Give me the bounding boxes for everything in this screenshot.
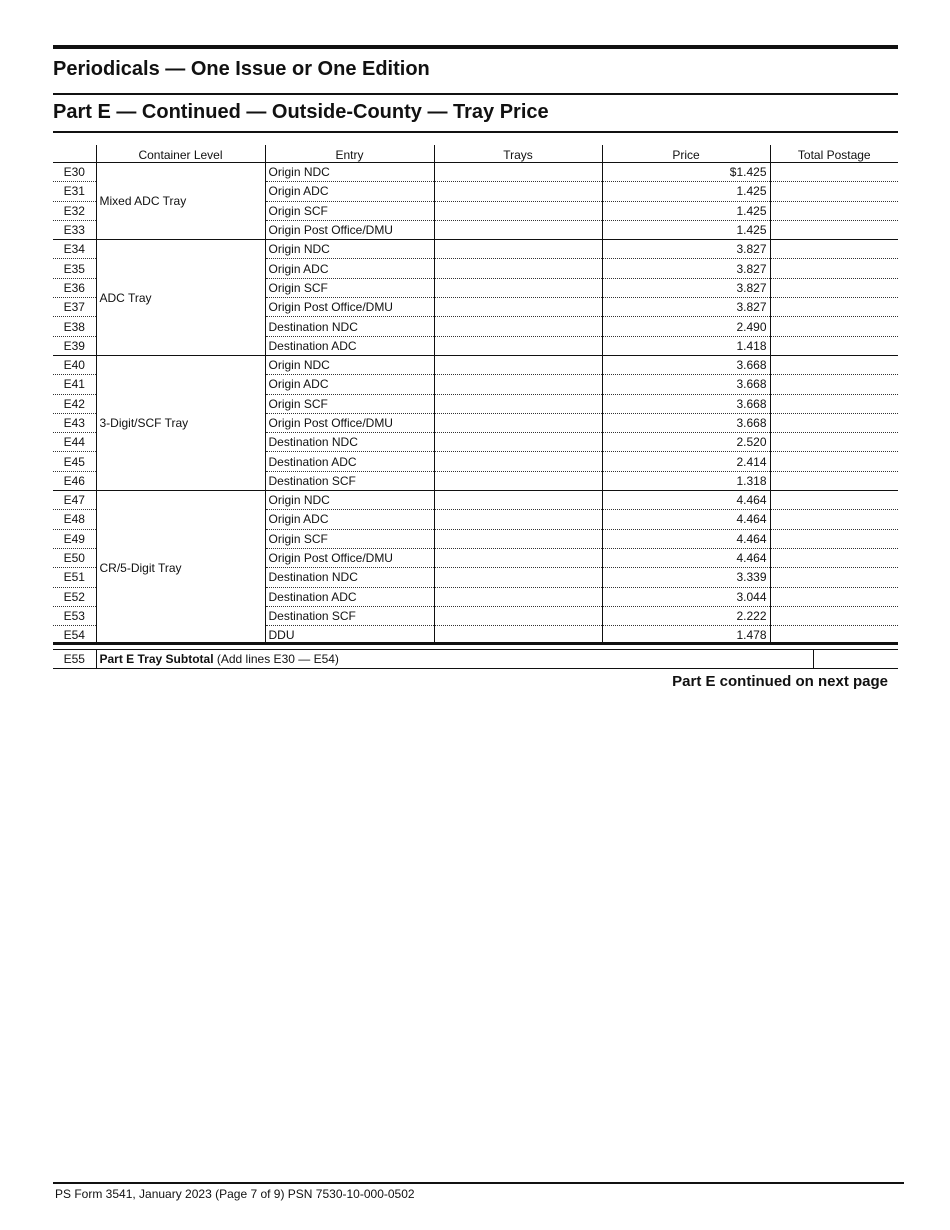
line-number: E50 (53, 548, 96, 567)
trays-input[interactable] (434, 587, 602, 606)
trays-input[interactable] (434, 606, 602, 625)
entry-cell: Origin ADC (265, 182, 434, 201)
line-number: E36 (53, 278, 96, 297)
line-number: E33 (53, 220, 96, 239)
container-level-header: Container Level (96, 145, 265, 163)
line-number: E38 (53, 317, 96, 336)
line-number: E43 (53, 413, 96, 432)
price-cell: 4.464 (602, 548, 770, 567)
price-cell: 3.668 (602, 394, 770, 413)
price-cell: 3.827 (602, 240, 770, 259)
trays-input[interactable] (434, 471, 602, 490)
price-cell: 1.425 (602, 201, 770, 220)
price-cell: 1.478 (602, 626, 770, 645)
subtotal-divider (53, 642, 898, 644)
entry-cell: Origin Post Office/DMU (265, 548, 434, 567)
table-row (53, 163, 898, 182)
line-number: E34 (53, 240, 96, 259)
trays-input[interactable] (434, 548, 602, 567)
price-header: Price (602, 145, 770, 163)
line-number: E53 (53, 606, 96, 625)
entry-cell: Destination SCF (265, 471, 434, 490)
line-number: E32 (53, 201, 96, 220)
price-cell: 1.318 (602, 471, 770, 490)
entry-cell: Origin SCF (265, 394, 434, 413)
line-number: E49 (53, 529, 96, 548)
trays-input[interactable] (434, 182, 602, 201)
line-column-header (53, 145, 96, 163)
total-postage-input[interactable] (770, 568, 898, 587)
trays-input[interactable] (434, 452, 602, 471)
total-postage-input[interactable] (770, 413, 898, 432)
entry-cell: Origin SCF (265, 201, 434, 220)
entry-cell: Origin SCF (265, 278, 434, 297)
total-postage-header: Total Postage (770, 145, 898, 163)
line-number: E30 (53, 163, 96, 182)
table-row (53, 355, 898, 374)
entry-cell: Destination NDC (265, 433, 434, 452)
line-number: E40 (53, 355, 96, 374)
price-cell: 3.668 (602, 375, 770, 394)
entry-cell: DDU (265, 626, 434, 645)
entry-header: Entry (265, 145, 434, 163)
trays-input[interactable] (434, 298, 602, 317)
line-number: E45 (53, 452, 96, 471)
line-number: E35 (53, 259, 96, 278)
total-postage-input[interactable] (770, 548, 898, 567)
trays-input[interactable] (434, 510, 602, 529)
total-postage-input[interactable] (770, 336, 898, 355)
subtotal-line-number: E55 (53, 650, 96, 669)
trays-input[interactable] (434, 201, 602, 220)
price-cell: 2.490 (602, 317, 770, 336)
line-number: E44 (53, 433, 96, 452)
line-number: E31 (53, 182, 96, 201)
total-postage-input[interactable] (770, 452, 898, 471)
price-cell: 2.414 (602, 452, 770, 471)
table-header-row (53, 145, 898, 163)
trays-input[interactable] (434, 317, 602, 336)
entry-cell: Destination ADC (265, 336, 434, 355)
price-cell: 3.668 (602, 355, 770, 374)
total-postage-input[interactable] (770, 606, 898, 625)
price-cell: 1.418 (602, 336, 770, 355)
price-cell: 2.520 (602, 433, 770, 452)
entry-cell: Origin SCF (265, 529, 434, 548)
price-cell: $1.425 (602, 163, 770, 182)
price-cell: 3.339 (602, 568, 770, 587)
trays-input[interactable] (434, 394, 602, 413)
section-title: Periodicals — One Issue or One Edition (53, 58, 430, 80)
entry-cell: Destination NDC (265, 317, 434, 336)
footer-rule (53, 1182, 904, 1184)
line-number: E37 (53, 298, 96, 317)
trays-input[interactable] (434, 220, 602, 239)
entry-cell: Origin Post Office/DMU (265, 413, 434, 432)
part-title: Part E — Continued — Outside-County — Tray Price (53, 101, 549, 123)
total-postage-input[interactable] (770, 298, 898, 317)
price-cell: 3.044 (602, 587, 770, 606)
entry-cell: Origin ADC (265, 259, 434, 278)
line-number: E52 (53, 587, 96, 606)
table-row (53, 491, 898, 510)
trays-input[interactable] (434, 259, 602, 278)
price-cell: 4.464 (602, 529, 770, 548)
entry-cell: Destination ADC (265, 452, 434, 471)
price-cell: 1.425 (602, 220, 770, 239)
total-postage-input[interactable] (770, 163, 898, 182)
trays-input[interactable] (434, 375, 602, 394)
container-level-cell: 3-Digit/SCF Tray (96, 355, 265, 490)
line-number: E39 (53, 336, 96, 355)
table-body (53, 163, 898, 645)
container-level-cell: Mixed ADC Tray (96, 163, 265, 240)
line-number: E41 (53, 375, 96, 394)
price-cell: 4.464 (602, 491, 770, 510)
trays-header: Trays (434, 145, 602, 163)
total-postage-input[interactable] (770, 182, 898, 201)
container-level-cell: ADC Tray (96, 240, 265, 356)
entry-cell: Origin NDC (265, 491, 434, 510)
continued-note: Part E continued on next page (672, 673, 888, 690)
entry-cell: Origin ADC (265, 510, 434, 529)
total-postage-input[interactable] (770, 587, 898, 606)
price-cell: 3.827 (602, 259, 770, 278)
trays-input[interactable] (434, 240, 602, 259)
total-postage-input[interactable] (770, 375, 898, 394)
subtotal-label-bold: Part E Tray Subtotal (99, 652, 214, 666)
total-postage-input[interactable] (770, 529, 898, 548)
total-postage-input[interactable] (770, 510, 898, 529)
line-number: E47 (53, 491, 96, 510)
line-number: E42 (53, 394, 96, 413)
subtotal-row (53, 650, 898, 669)
subtotal-table (53, 649, 898, 669)
price-cell: 2.222 (602, 606, 770, 625)
trays-input[interactable] (434, 278, 602, 297)
trays-input[interactable] (434, 163, 602, 182)
line-number: E51 (53, 568, 96, 587)
top-rule (53, 45, 898, 49)
entry-cell: Destination SCF (265, 606, 434, 625)
price-cell: 3.827 (602, 298, 770, 317)
entry-cell: Destination ADC (265, 587, 434, 606)
total-postage-input[interactable] (770, 317, 898, 336)
line-number: E54 (53, 626, 96, 645)
trays-input[interactable] (434, 491, 602, 510)
container-level-cell: CR/5-Digit Tray (96, 491, 265, 645)
total-postage-input[interactable] (770, 394, 898, 413)
tray-price-table (53, 145, 898, 645)
title-divider (53, 93, 898, 95)
entry-cell: Destination NDC (265, 568, 434, 587)
price-cell: 3.827 (602, 278, 770, 297)
total-postage-input[interactable] (770, 240, 898, 259)
total-postage-input[interactable] (770, 471, 898, 490)
entry-cell: Origin Post Office/DMU (265, 220, 434, 239)
trays-input[interactable] (434, 568, 602, 587)
trays-input[interactable] (434, 529, 602, 548)
total-postage-input[interactable] (770, 433, 898, 452)
total-postage-input[interactable] (770, 355, 898, 374)
subtotal-total-field[interactable] (813, 650, 898, 669)
trays-input[interactable] (434, 336, 602, 355)
line-number: E48 (53, 510, 96, 529)
total-postage-input[interactable] (770, 278, 898, 297)
price-cell: 1.425 (602, 182, 770, 201)
entry-cell: Origin NDC (265, 355, 434, 374)
price-cell: 4.464 (602, 510, 770, 529)
entry-cell: Origin Post Office/DMU (265, 298, 434, 317)
form-footer: PS Form 3541, January 2023 (Page 7 of 9) PSN 7530-10-000-0502 (55, 1187, 415, 1201)
entry-cell: Origin NDC (265, 240, 434, 259)
header-divider (53, 131, 898, 133)
total-postage-input[interactable] (770, 220, 898, 239)
subtotal-label-rest: (Add lines E30 — E54) (213, 652, 339, 666)
table-row (53, 240, 898, 259)
trays-input[interactable] (434, 433, 602, 452)
trays-input[interactable] (434, 355, 602, 374)
trays-input[interactable] (434, 413, 602, 432)
total-postage-input[interactable] (770, 259, 898, 278)
total-postage-input[interactable] (770, 491, 898, 510)
entry-cell: Origin NDC (265, 163, 434, 182)
price-cell: 3.668 (602, 413, 770, 432)
line-number: E46 (53, 471, 96, 490)
subtotal-label (96, 650, 813, 669)
total-postage-input[interactable] (770, 201, 898, 220)
entry-cell: Origin ADC (265, 375, 434, 394)
